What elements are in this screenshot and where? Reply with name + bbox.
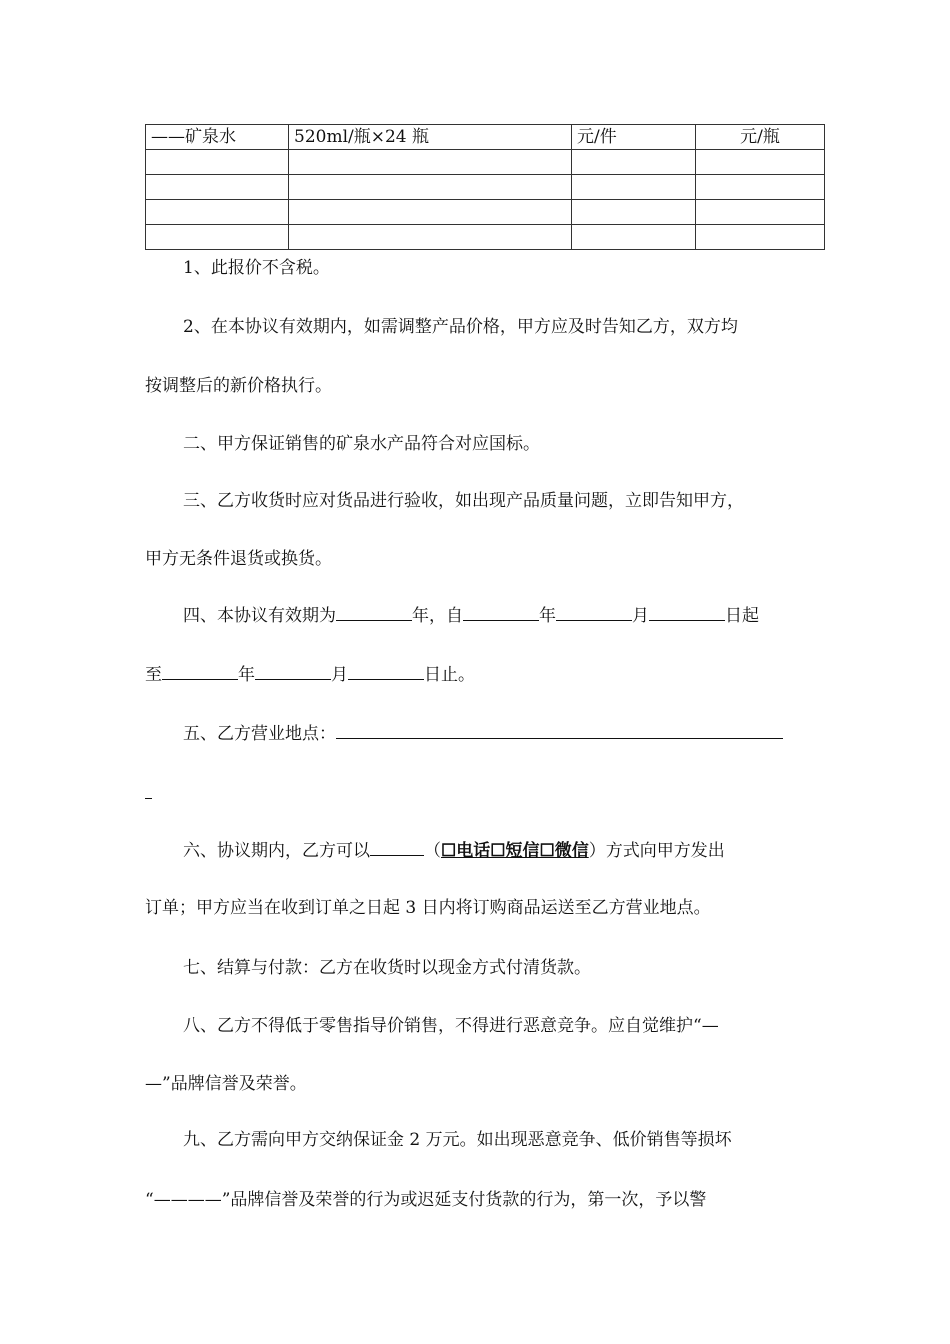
table-cell xyxy=(572,175,696,200)
start-day-blank[interactable] xyxy=(649,602,725,621)
clause-7: 七、结算与付款：乙方在收货时以现金方式付清货款。 xyxy=(183,958,591,978)
clause-3-line-2: 甲方无条件退货或换货。 xyxy=(145,549,332,569)
clause-5 xyxy=(183,720,863,746)
table-cell xyxy=(289,225,572,250)
table-cell: 元/瓶 xyxy=(696,125,825,150)
table-cell xyxy=(146,175,289,200)
clause-4-text: 日止。 xyxy=(424,665,475,685)
table-cell: ——矿泉水 xyxy=(146,125,289,150)
table-cell xyxy=(696,150,825,175)
table-row xyxy=(146,150,825,175)
clause-4-text: 月 xyxy=(331,665,348,685)
clause-6-text: （ xyxy=(424,841,441,861)
clause-4-line-1 xyxy=(183,602,863,628)
table-cell xyxy=(289,150,572,175)
table-row xyxy=(146,175,825,200)
validity-years-blank[interactable] xyxy=(336,602,412,621)
table-cell xyxy=(572,225,696,250)
clause-4-text: 日起 xyxy=(725,606,759,626)
table-row xyxy=(146,200,825,225)
table-cell: 元/件 xyxy=(572,125,696,150)
note-2-line-1: 2、在本协议有效期内，如需调整产品价格，甲方应及时告知乙方，双方均 xyxy=(183,317,738,337)
table-cell xyxy=(696,200,825,225)
clause-6-line-1 xyxy=(183,837,863,863)
clause-8-line-2: —”品牌信誉及荣誉。 xyxy=(145,1074,307,1094)
clause-8-line-1: 八、乙方不得低于零售指导价销售，不得进行恶意竞争。应自觉维护“— xyxy=(183,1016,719,1036)
end-month-blank[interactable] xyxy=(255,661,331,680)
end-year-blank[interactable] xyxy=(162,661,238,680)
clause-9-line-1: 九、乙方需向甲方交纳保证金 2 万元。如出现恶意竞争、低价销售等损坏 xyxy=(183,1130,732,1150)
clause-4-text: 四、本协议有效期为 xyxy=(183,606,336,626)
start-month-blank[interactable] xyxy=(556,602,632,621)
table-row xyxy=(146,225,825,250)
note-1: 1、此报价不含税。 xyxy=(183,258,330,278)
table-row xyxy=(146,125,825,150)
clause-6-text: ） xyxy=(588,841,606,861)
clause-2: 二、甲方保证销售的矿泉水产品符合对应国标。 xyxy=(183,434,540,454)
end-day-blank[interactable] xyxy=(348,661,424,680)
clause-6-line-2: 订单；甲方应当在收到订单之日起 3 日内将订购商品运送至乙方营业地点。 xyxy=(145,898,711,918)
clause-6-text: 方式向甲方发出 xyxy=(605,841,725,861)
business-address-blank-continued[interactable] xyxy=(145,780,152,799)
table-cell: 520ml/瓶×24 瓶 xyxy=(289,125,572,150)
clause-4-text: 至 xyxy=(145,665,162,685)
clause-5-continuation xyxy=(145,780,825,806)
order-method-options[interactable]: ☐电话☐短信☐微信 xyxy=(441,841,589,861)
table-cell xyxy=(572,200,696,225)
clause-5-label: 五、乙方营业地点： xyxy=(183,724,336,744)
clause-4-text: 月 xyxy=(632,606,649,626)
clause-3-line-1: 三、乙方收货时应对货品进行验收，如出现产品质量问题，立即告知甲方， xyxy=(183,491,744,511)
table-cell xyxy=(146,150,289,175)
table-cell xyxy=(289,175,572,200)
table-cell xyxy=(289,200,572,225)
table-cell xyxy=(696,225,825,250)
start-year-blank[interactable] xyxy=(463,602,539,621)
order-method-blank[interactable] xyxy=(370,837,424,856)
price-table xyxy=(145,124,825,250)
table-cell xyxy=(696,175,825,200)
clause-6-text: 六、协议期内，乙方可以 xyxy=(183,841,370,861)
table-cell xyxy=(146,200,289,225)
clause-4-line-2 xyxy=(145,661,825,687)
business-address-blank[interactable] xyxy=(336,720,783,739)
clause-4-text: 年 xyxy=(238,665,255,685)
table-cell xyxy=(572,150,696,175)
clause-4-text: 年 xyxy=(539,606,556,626)
clause-4-text: 年，自 xyxy=(412,606,463,626)
note-2-line-2: 按调整后的新价格执行。 xyxy=(145,376,332,396)
clause-9-line-2: “————”品牌信誉及荣誉的行为或迟延支付货款的行为，第一次，予以警 xyxy=(145,1190,707,1210)
table-cell xyxy=(146,225,289,250)
